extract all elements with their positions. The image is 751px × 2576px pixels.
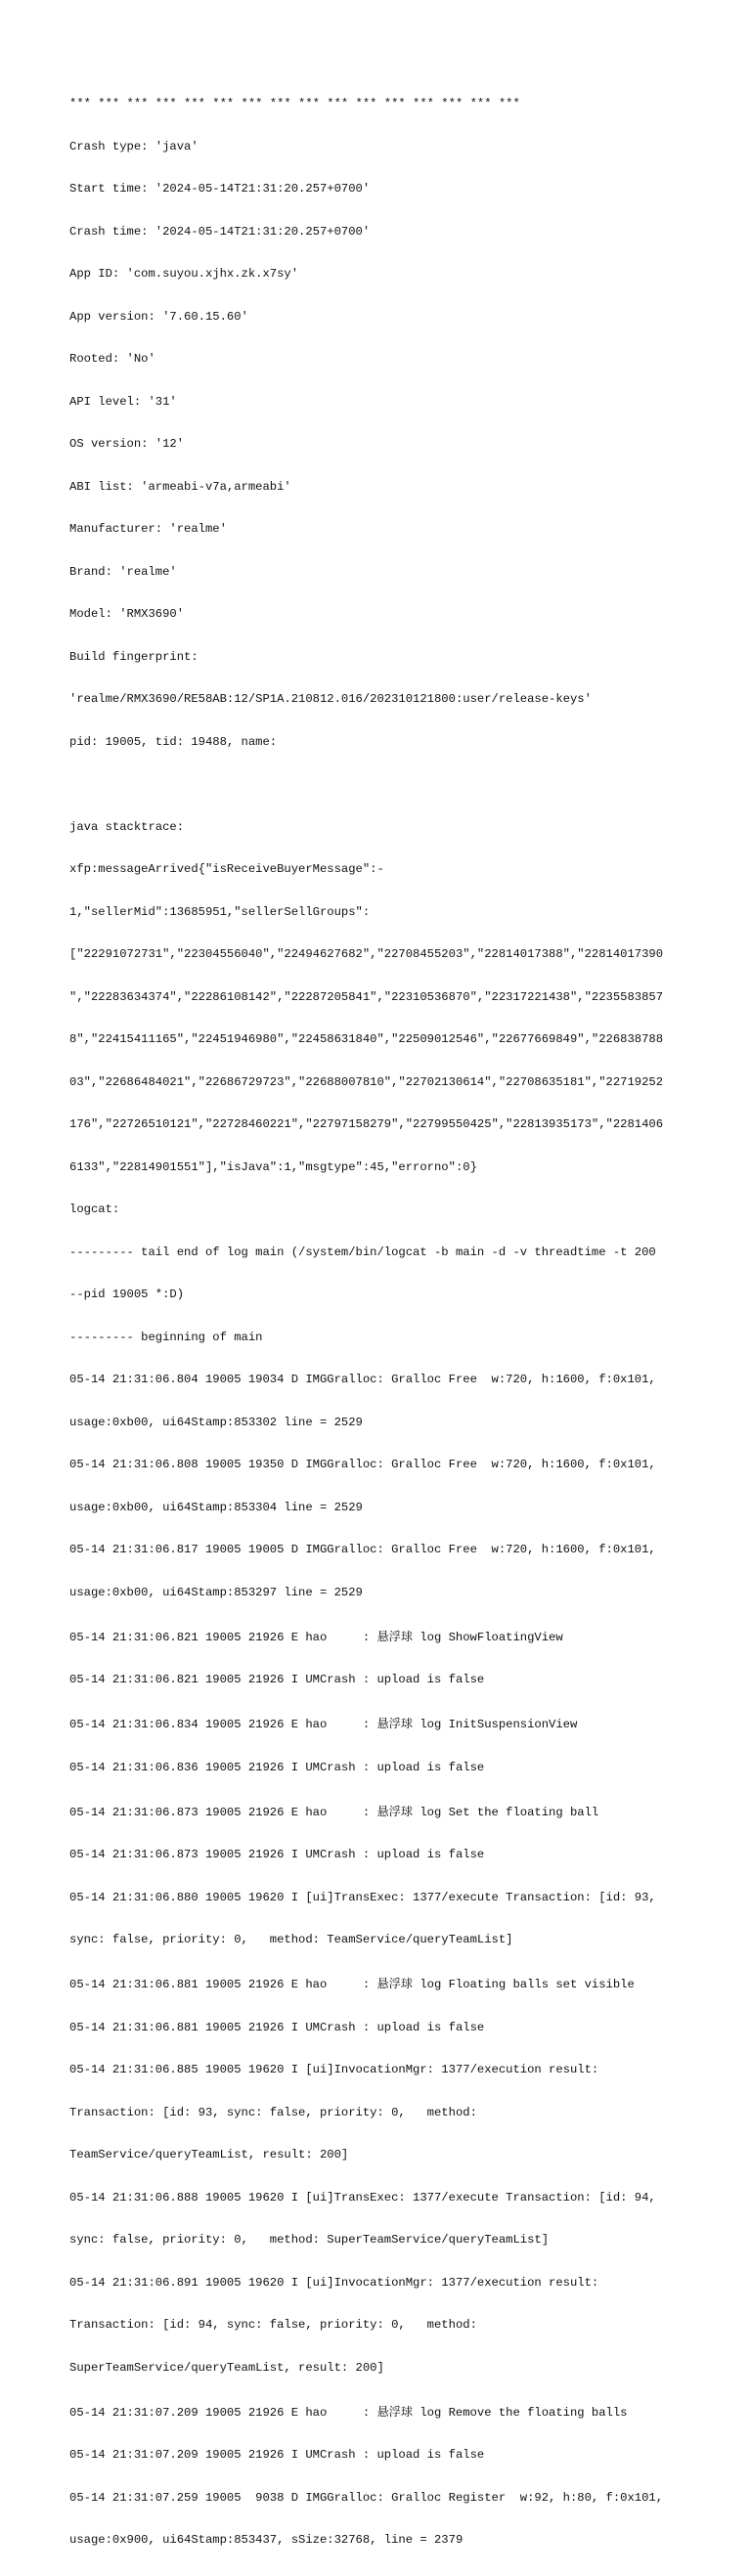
log-entry-line: 05-14 21:31:07.259 19005 9038 D IMGGralloc: Gralloc Register w:92, h:80, f:0x101, — [69, 2490, 664, 2505]
rooted-line: Rooted: 'No' — [69, 352, 155, 366]
app-version-line: App version: '7.60.15.60' — [69, 309, 248, 324]
logcat-header-line: --------- tail end of log main (/system/bin/logcat -b main -d -v threadtime -t 200 — [69, 1244, 656, 1259]
brand-line: Brand: 'realme' — [69, 564, 177, 579]
separator-line: *** *** *** *** *** *** *** *** *** *** *** *** *** *** *** *** — [69, 97, 520, 110]
blank-line — [69, 777, 695, 792]
log-entry-line: sync: false, priority: 0, method: SuperTeamService/queryTeamList] — [69, 2233, 550, 2247]
log-entry-line: usage:0xb00, ui64Stamp:853297 line = 2529 — [69, 1585, 363, 1599]
abi-list-line: ABI list: 'armeabi-v7a,armeabi' — [69, 479, 291, 494]
log-entry-line: Transaction: [id: 93, sync: false, priority: 0, method: — [69, 2105, 477, 2119]
log-entry-line: 05-14 21:31:06.804 19005 19034 D IMGGralloc: Gralloc Free w:720, h:1600, f:0x101, — [69, 1373, 656, 1386]
log-entry-line: TeamService/queryTeamList, result: 200] — [69, 2148, 349, 2161]
log-entry-line: 05-14 21:31:06.817 19005 19005 D IMGGralloc: Gralloc Free w:720, h:1600, f:0x101, — [69, 1543, 656, 1556]
stacktrace-line: ["22291072731","22304556040","22494627682","22708455203","22814017388","22814017390 — [69, 947, 664, 961]
log-entry-line: 05-14 21:31:06.873 19005 21926 I UMCrash : upload is false — [69, 1848, 485, 1861]
log-entry-line: 05-14 21:31:06.836 19005 21926 I UMCrash : upload is false — [69, 1760, 485, 1774]
start-time-line: Start time: '2024-05-14T21:31:20.257+0700' — [69, 182, 371, 196]
crash-log-text — [69, 68, 695, 2576]
log-entry-line: 05-14 21:31:06.891 19005 19620 I [ui]InvocationMgr: 1377/execution result: — [69, 2275, 599, 2290]
log-entry-line: usage:0xb00, ui64Stamp:853302 line = 2529 — [69, 1415, 363, 1429]
pid-line: pid: 19005, tid: 19488, name: — [69, 734, 278, 749]
log-entry-line: Transaction: [id: 94, sync: false, priority: 0, method: — [69, 2318, 477, 2332]
log-entry-line: 05-14 21:31:06.821 19005 21926 I UMCrash : upload is false — [69, 1673, 485, 1686]
os-version-line: OS version: '12' — [69, 437, 185, 451]
logcat-label: logcat: — [69, 1202, 120, 1216]
stacktrace-line: 6133","22814901551"],"isJava":1,"msgtype":45,"errorno":0} — [69, 1159, 477, 1174]
log-entry-line: 05-14 21:31:06.888 19005 19620 I [ui]TransExec: 1377/execute Transaction: [id: 94, — [69, 2190, 656, 2205]
log-entry-line: usage:0xb00, ui64Stamp:853304 line = 2529 — [69, 1500, 363, 1514]
log-entry-line: 05-14 21:31:07.209 19005 21926 I UMCrash : upload is false — [69, 2448, 485, 2462]
log-entry-line: sync: false, priority: 0, method: TeamService/queryTeamList] — [69, 1933, 513, 1946]
log-entry-line: 05-14 21:31:06.881 19005 21926 I UMCrash : upload is false — [69, 2020, 485, 2034]
java-stacktrace-label: java stacktrace: — [69, 819, 185, 834]
app-id-line: App ID: 'com.suyou.xjhx.zk.x7sy' — [69, 267, 299, 281]
log-entry-line: 05-14 21:31:06.873 19005 21926 E hao : 悬浮球 log Set the floating ball — [69, 1805, 599, 1819]
log-entry-line: 05-14 21:31:06.821 19005 21926 E hao : 悬浮球 log ShowFloatingView — [69, 1630, 563, 1644]
stacktrace-line: 1,"sellerMid":13685951,"sellerSellGroups": — [69, 904, 371, 919]
crash-time-line: Crash time: '2024-05-14T21:31:20.257+0700' — [69, 224, 371, 239]
log-entry-line: 05-14 21:31:07.209 19005 21926 E hao : 悬浮球 log Remove the floating balls — [69, 2405, 628, 2420]
log-entry-line: 05-14 21:31:06.834 19005 21926 E hao : 悬浮球 log InitSuspensionView — [69, 1718, 578, 1731]
crash-type-line: Crash type: 'java' — [69, 139, 199, 153]
stacktrace-line: xfp:messageArrived{"isReceiveBuyerMessage":- — [69, 862, 384, 876]
stacktrace-line: 176","22726510121","22728460221","22797158279","22799550425","22813935173","2281406 — [69, 1117, 664, 1131]
log-entry-line: SuperTeamService/queryTeamList, result: 200] — [69, 2360, 384, 2375]
log-entry-line: 05-14 21:31:06.880 19005 19620 I [ui]TransExec: 1377/execute Transaction: [id: 93, — [69, 1890, 656, 1904]
build-fingerprint-label: Build fingerprint: — [69, 649, 199, 664]
stacktrace-line: 03","22686484021","22686729723","22688007810","22702130614","22708635181","22719252 — [69, 1074, 664, 1089]
api-level-line: API level: '31' — [69, 394, 177, 409]
log-entry-line: 05-14 21:31:06.881 19005 21926 E hao : 悬浮球 log Floating balls set visible — [69, 1978, 635, 1991]
log-entry-line: 05-14 21:31:06.808 19005 19350 D IMGGralloc: Gralloc Free w:720, h:1600, f:0x101, — [69, 1458, 656, 1471]
log-entry-line: usage:0x900, ui64Stamp:853437, sSize:32768, line = 2379 — [69, 2533, 464, 2547]
logcat-header-line: --pid 19005 *:D) — [69, 1288, 185, 1301]
model-line: Model: 'RMX3690' — [69, 607, 185, 621]
log-entry-line: 05-14 21:31:06.885 19005 19620 I [ui]InvocationMgr: 1377/execution result: — [69, 2063, 599, 2076]
build-fingerprint-value: 'realme/RMX3690/RE58AB:12/SP1A.210812.016/202310121800:user/release-keys' — [69, 692, 592, 706]
stacktrace-line: ","22283634374","22286108142","22287205841","22310536870","22317221438","2235583857 — [69, 989, 664, 1004]
stacktrace-line: 8","22415411165","22451946980","22458631840","22509012546","22677669849","226838788 — [69, 1032, 664, 1046]
manufacturer-line: Manufacturer: 'realme' — [69, 522, 227, 536]
logcat-header-line: --------- beginning of main — [69, 1330, 263, 1344]
